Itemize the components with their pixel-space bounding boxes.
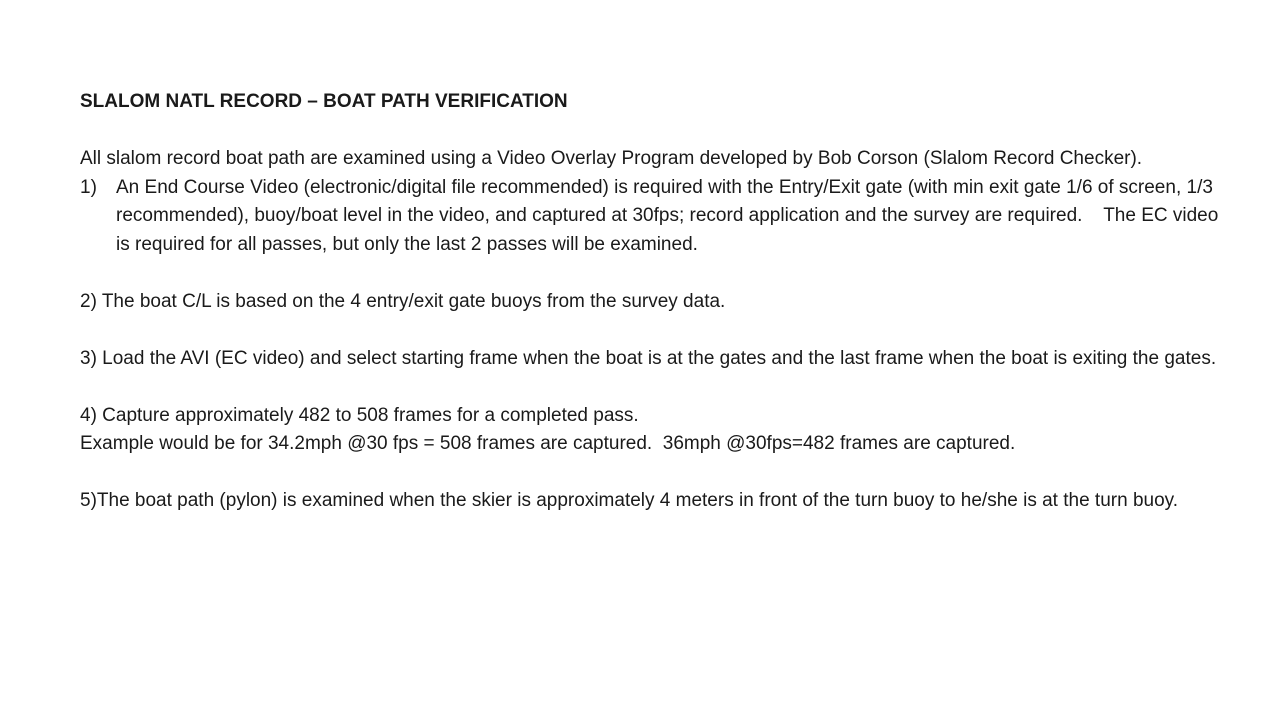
intro-paragraph: All slalom record boat path are examined using a Video Overlay Program developed by Bob Corson (Slalom Record Checker).: [80, 148, 1143, 169]
spacer: [80, 117, 1230, 146]
spacer: [80, 316, 1230, 345]
list-item-3: 3) Load the AVI (EC video) and select starting frame when the boat is at the gates and the last frame when the boat is exiting the gates.: [80, 347, 1217, 369]
list-item-1: [80, 174, 1230, 260]
list-item-5: 5)The boat path (pylon) is examined when the skier is approximately 4 meters in front of the turn buoy to he/she is at the turn buoy.: [80, 490, 1179, 511]
spacer: [80, 373, 1230, 402]
list-item-1-text: An End Course Video (electronic/digital file recommended) is required with the Entry/Exit gate (with min exit gate 1/6 of screen, 1/3 recommended), buoy/boat level in the video, and captured at 30fps; record application and the survey are required. The EC video is required for all passes, but only the last 2 passes will be examined.: [116, 176, 1224, 255]
slide-content: [80, 88, 1230, 516]
list-item-4: 4) Capture approximately 482 to 508 frames for a completed pass.: [80, 404, 639, 426]
list-item-4-example: Example would be for 34.2mph @30 fps = 508 frames are captured. 36mph @30fps=482 frames are captured.: [80, 433, 1016, 454]
spacer: [80, 459, 1230, 488]
slide-title: SLALOM NATL RECORD – BOAT PATH VERIFICATION: [80, 91, 568, 112]
list-item-1-number: 1): [80, 176, 97, 198]
list-item-2: 2) The boat C/L is based on the 4 entry/exit gate buoys from the survey data.: [80, 290, 726, 312]
spacer: [80, 259, 1230, 288]
